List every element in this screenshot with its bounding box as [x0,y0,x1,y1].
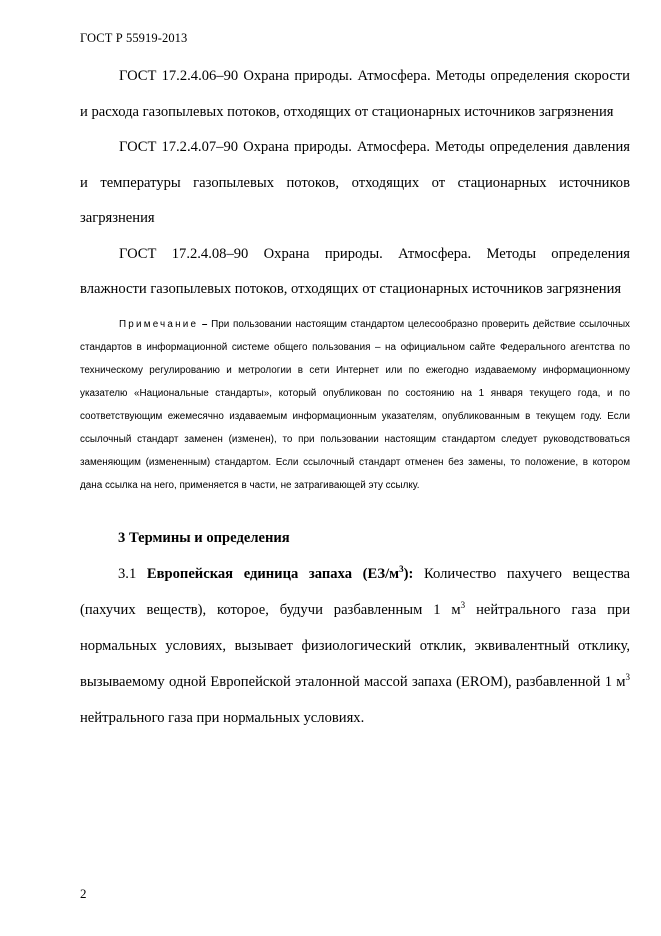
note-paragraph [80,313,630,497]
section-title: 3 Термины и определения [118,529,290,546]
term-number: 3.1 [118,565,137,582]
term-definition-text: Количество пахучего вещества (пахучих веществ), которое, будучи разбавленным 1 $м^3$ нейтрального газа при нормальных условиях, вызывает физиологический отклик, эквивалентный отклику, вызываемому одной Европейской эталонной массой запаха (EROM), разбавленной 1 $м^3$ нейтрального газа при нормальных условиях. [80,565,631,726]
reference-item: ГОСТ 17.2.4.08–90 Охрана природы. Атмосфера. Методы определения влажности газопылевых потоков, отходящих от стационарных источников загрязнения [80,245,630,297]
page-number: 2 [80,886,87,901]
reference-item: ГОСТ 17.2.4.06–90 Охрана природы. Атмосфера. Методы определения скорости и расхода газопылевых потоков, отходящих от стационарных источников загрязнения [80,68,630,120]
page-body [80,59,630,736]
term-name: Европейская единица запаха $(ЕЗ/м^3)$: [146,563,414,582]
note-label: Примечание [119,318,199,330]
document-code: ГОСТ Р 55919-2013 [80,31,188,45]
note-text: При пользовании настоящим стандартом целесообразно проверить действие ссылочных стандартов в информационной системе общего пользования – на официальном сайте Федерального агентства по техническому регулированию и метрологии в сети Интернет или по ежегодно издаваемому информационному указателю «Национальные стандарты», который опубликован по состоянию на 1 января текущего года, и по соответствующим ежемесячно издаваемым информационным указателям, опубликованным в текущем году. Если ссылочный стандарт заменен (изменен), то при пользовании настоящим стандартом следует руководствоваться заменяющим (измененным) стандартом. Если ссылочный стандарт отменен без замены, то положение, в котором дана ссылка на него, применяется в части, не затрагивающей эту ссылку. [80,318,630,491]
reference-item: ГОСТ 17.2.4.07–90 Охрана природы. Атмосфера. Методы определения давления и температуры газопылевых потоков, отходящих от стационарных источников загрязнения [80,139,630,226]
term-definition [80,556,630,736]
note-dash: – [201,318,208,330]
